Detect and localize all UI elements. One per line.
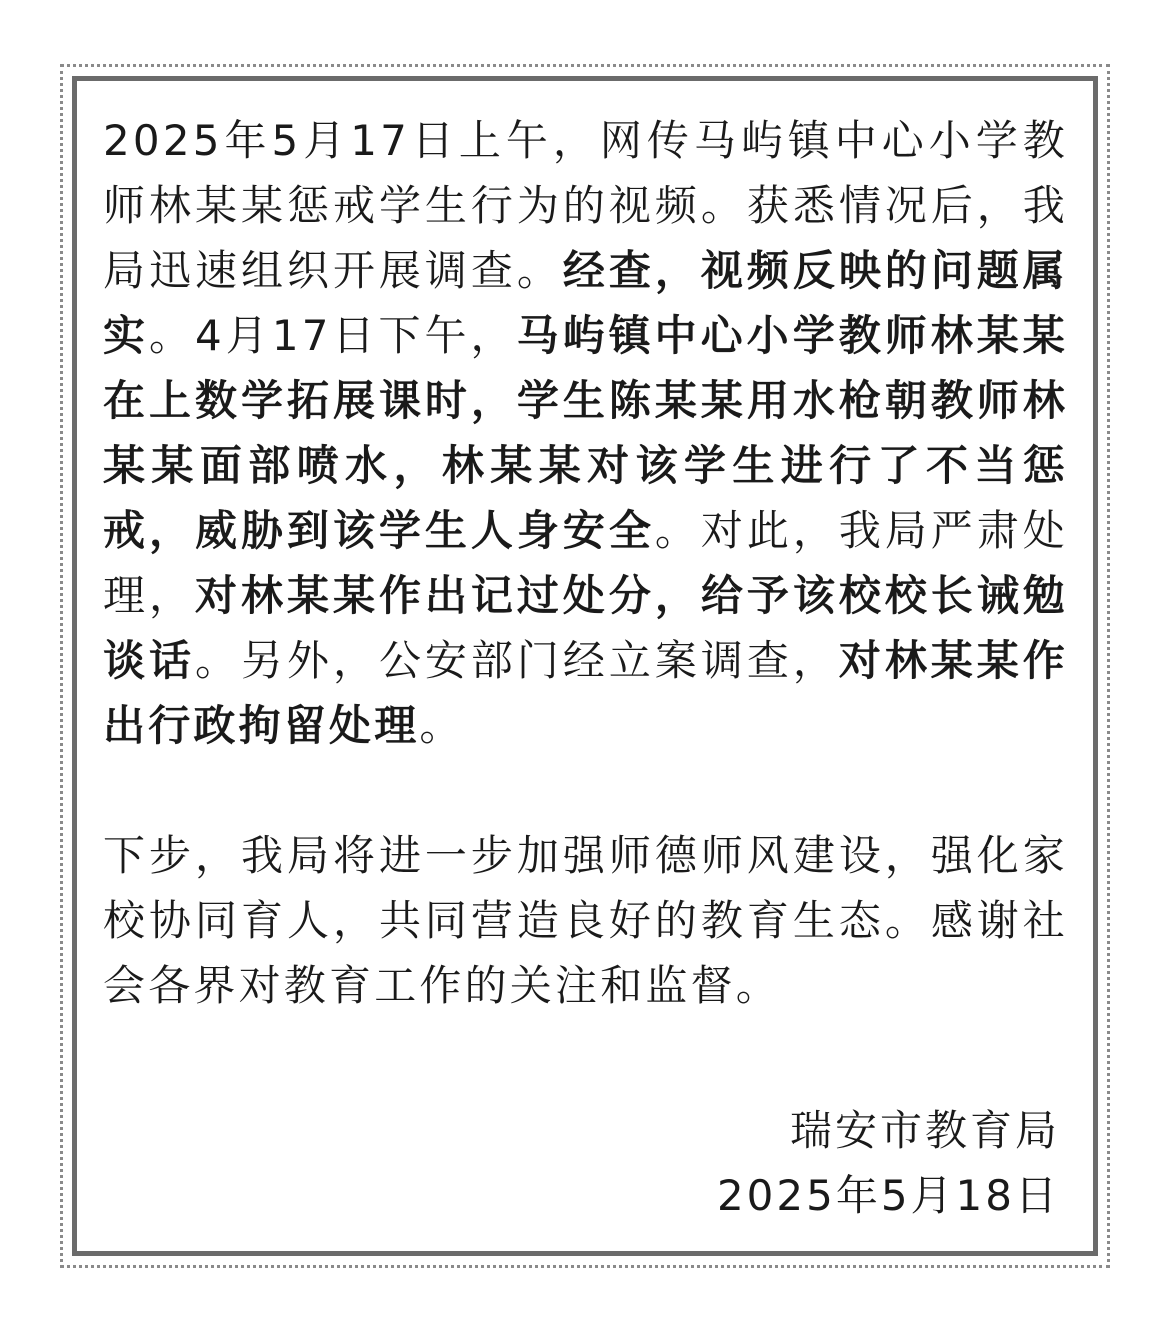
paragraph-1-segment: 。另外，公安部门经立案调查，: [194, 636, 839, 685]
paragraph-1-segment: 2025年5月17日上午，网传马屿镇中心小学教师林某某惩戒学生行为的视频。获悉情况后，我局迅速组织开展调查。: [103, 116, 1068, 295]
notice-paragraph-1: [103, 108, 1068, 758]
paragraph-1-bold-segment: 对林某某作出行政拘留处理: [103, 636, 1068, 750]
paragraph-spacer: [103, 758, 1068, 823]
notice-body: [103, 108, 1068, 1018]
notice-paragraph-2: 下步，我局将进一步加强师德师风建设，强化家校协同育人，共同营造良好的教育生态。感谢社会各界对教育工作的关注和监督。: [103, 831, 1068, 1010]
paragraph-1-bold-segment: 对林某某作出记过处分，给予该校校长诫勉谈话: [103, 571, 1068, 685]
paragraph-1-segment: 。4月17日下午，: [149, 311, 517, 360]
paragraph-1-segment: 。对此，我局严肃处理，: [103, 506, 1068, 620]
paragraph-1-segment: 。: [419, 701, 465, 750]
paragraph-1-bold-segment: 马屿镇中心小学教师林某某在上数学拓展课时，学生陈某某用水枪朝教师林某某面部喷水，林某某对该学生进行了不当惩戒，威胁到该学生人身安全: [103, 311, 1069, 555]
issue-date: 2025年5月18日: [716, 1171, 1060, 1220]
issuer-name: 瑞安市教育局: [789, 1106, 1060, 1155]
paragraph-1-bold-segment: 经查，视频反映的问题属实: [103, 246, 1068, 360]
signature-block: [717, 1098, 1060, 1228]
